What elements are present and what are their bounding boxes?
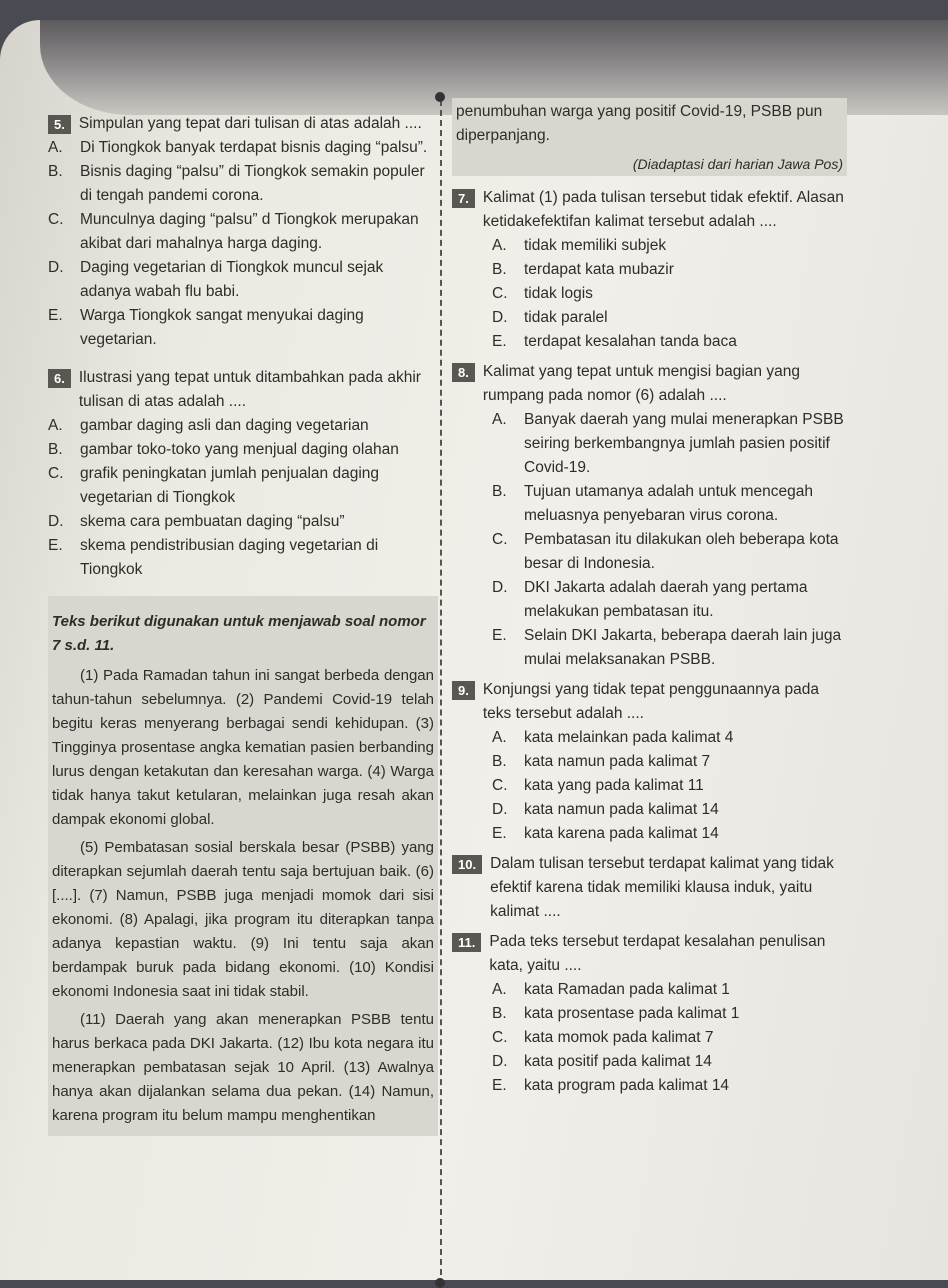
option-b: B. kata prosentase pada kalimat 1 xyxy=(492,1005,740,1022)
question-number: 9. xyxy=(452,681,475,700)
option-a: A. kata Ramadan pada kalimat 1 xyxy=(492,981,730,998)
column-divider xyxy=(440,100,442,1285)
option-d: D. skema cara pembuatan daging “palsu” xyxy=(48,513,345,530)
options-list xyxy=(48,414,438,582)
options-list xyxy=(48,136,438,352)
option-a: A. tidak memiliki subjek xyxy=(492,237,667,254)
option-a: A. kata melainkan pada kalimat 4 xyxy=(492,729,734,746)
option-c: C. Munculnya daging “palsu” d Tiongkok merupakan akibat dari mahalnya harga daging. xyxy=(48,211,419,252)
option-a: A. gambar daging asli dan daging vegetarian xyxy=(48,417,369,434)
question-stem: Kalimat (1) pada tulisan tersebut tidak efektif. Alasan ketidakefektifan kalimat tersebut adalah .... xyxy=(482,189,844,230)
paragraph-1: (1) Pada Ramadan tahun ini sangat berbeda dengan tahun-tahun sebelumnya. (2) Pandemi Covid-19 telah begitu keras menyerang berbagai sendi kehidupan. (3) Tingginya prosentase angka kematian pasien berbanding lurus dengan ketakutan dan keresahan warga. (4) Warga tidak hanya takut ketularan, melainkan juga resah akan dampak ekonomi global. xyxy=(52,667,434,828)
options-list xyxy=(492,408,847,672)
right-column xyxy=(452,98,847,1104)
question-7 xyxy=(452,186,847,354)
option-c: C. tidak logis xyxy=(492,285,593,302)
option-c: C. kata yang pada kalimat 11 xyxy=(492,777,704,794)
option-c: C. Pembatasan itu dilakukan oleh beberapa kota besar di Indonesia. xyxy=(492,531,839,572)
option-b: B. terdapat kata mubazir xyxy=(492,261,674,278)
option-d: D. DKI Jakarta adalah daerah yang pertama melakukan pembatasan itu. xyxy=(492,579,808,620)
book-page xyxy=(0,20,948,1280)
option-b: B. gambar toko-toko yang menjual daging olahan xyxy=(48,441,399,458)
text-intro: Teks berikut digunakan untuk menjawab soal nomor 7 s.d. 11. xyxy=(52,613,426,654)
divider-dot-top xyxy=(435,92,445,102)
option-d: D. tidak paralel xyxy=(492,309,608,326)
question-number: 6. xyxy=(48,369,71,388)
option-a: A. Banyak daerah yang mulai menerapkan PSBB seiring berkembangnya jumlah pasien positif Covid-19. xyxy=(492,411,844,476)
option-c: C. grafik peningkatan jumlah penjualan daging vegetarian di Tiongkok xyxy=(48,465,380,506)
question-stem: Simpulan yang tepat dari tulisan di atas adalah .... xyxy=(78,115,422,132)
question-stem: Ilustrasi yang tepat untuk ditambahkan pada akhir tulisan di atas adalah .... xyxy=(78,369,421,410)
options-list xyxy=(492,726,847,846)
question-5 xyxy=(48,112,438,352)
option-e: E. Selain DKI Jakarta, beberapa daerah lain juga mulai melaksanakan PSBB. xyxy=(492,627,842,668)
question-stem: Dalam tulisan tersebut terdapat kalimat yang tidak efektif karena tidak memiliki klausa induk, yaitu kalimat .... xyxy=(490,855,834,920)
question-number: 7. xyxy=(452,189,475,208)
option-e: E. skema pendistribusian daging vegetarian di Tiongkok xyxy=(48,537,379,578)
question-stem: Konjungsi yang tidak tepat penggunaannya pada teks tersebut adalah .... xyxy=(482,681,819,722)
question-stem: Kalimat yang tepat untuk mengisi bagian yang rumpang pada nomor (6) adalah .... xyxy=(482,363,800,404)
question-number: 8. xyxy=(452,363,475,382)
option-a: A. Di Tiongkok banyak terdapat bisnis daging “palsu”. xyxy=(48,139,428,156)
continued-text-box xyxy=(452,98,847,176)
option-c: C. kata momok pada kalimat 7 xyxy=(492,1029,714,1046)
question-6 xyxy=(48,366,438,582)
continued-text: penumbuhan warga yang positif Covid-19, PSBB pun diperpanjang. xyxy=(456,103,823,144)
question-11 xyxy=(452,930,847,1098)
question-number: 5. xyxy=(48,115,71,134)
source-citation: (Diadaptasi dari harian Jawa Pos) xyxy=(632,156,843,172)
paragraph-2: (5) Pembatasan sosial berskala besar (PSBB) yang diterapkan sejumlah daerah tentu saja bertujuan baik. (6) [....]. (7) Namun, PSBB juga menjadi momok dari sisi ekonomi. (8) Apalagi, jika program itu diterapkan tanpa adanya kepastian waktu. (9) Ini tentu saja akan berdampak buruk pada bidang ekonomi. (10) Kondisi ekonomi Indonesia saat ini tidak stabil. xyxy=(52,839,434,1000)
question-9 xyxy=(452,678,847,846)
option-b: B. kata namun pada kalimat 7 xyxy=(492,753,711,770)
option-e: E. terdapat kesalahan tanda baca xyxy=(492,333,737,350)
question-10 xyxy=(452,852,847,924)
option-d: D. Daging vegetarian di Tiongkok muncul sejak adanya wabah flu babi. xyxy=(48,259,384,300)
question-number: 11. xyxy=(452,933,481,952)
options-list xyxy=(492,978,847,1098)
option-d: D. kata namun pada kalimat 14 xyxy=(492,801,719,818)
options-list xyxy=(492,234,847,354)
paragraph-3: (11) Daerah yang akan menerapkan PSBB tentu harus berkaca pada DKI Jakarta. (12) Ibu kota negara itu menerapkan pembatasan sejak 10 April. (13) Awalnya hanya akan dijalankan selama dua pekan. (14) Namun, karena program itu belum mampu menghentikan xyxy=(52,1011,434,1124)
option-b: B. Bisnis daging “palsu” di Tiongkok semakin populer di tengah pandemi corona. xyxy=(48,163,425,204)
question-number: 10. xyxy=(452,855,482,874)
option-d: D. kata positif pada kalimat 14 xyxy=(492,1053,712,1070)
option-b: B. Tujuan utamanya adalah untuk mencegah meluasnya penyebaran virus corona. xyxy=(492,483,813,524)
option-e: E. kata karena pada kalimat 14 xyxy=(492,825,719,842)
option-e: E. kata program pada kalimat 14 xyxy=(492,1077,730,1094)
reading-text-box xyxy=(48,596,438,1136)
question-8 xyxy=(452,360,847,672)
option-e: E. Warga Tiongkok sangat menyukai daging vegetarian. xyxy=(48,307,364,348)
left-column xyxy=(48,112,438,1136)
question-stem: Pada teks tersebut terdapat kesalahan penulisan kata, yaitu .... xyxy=(489,933,826,974)
